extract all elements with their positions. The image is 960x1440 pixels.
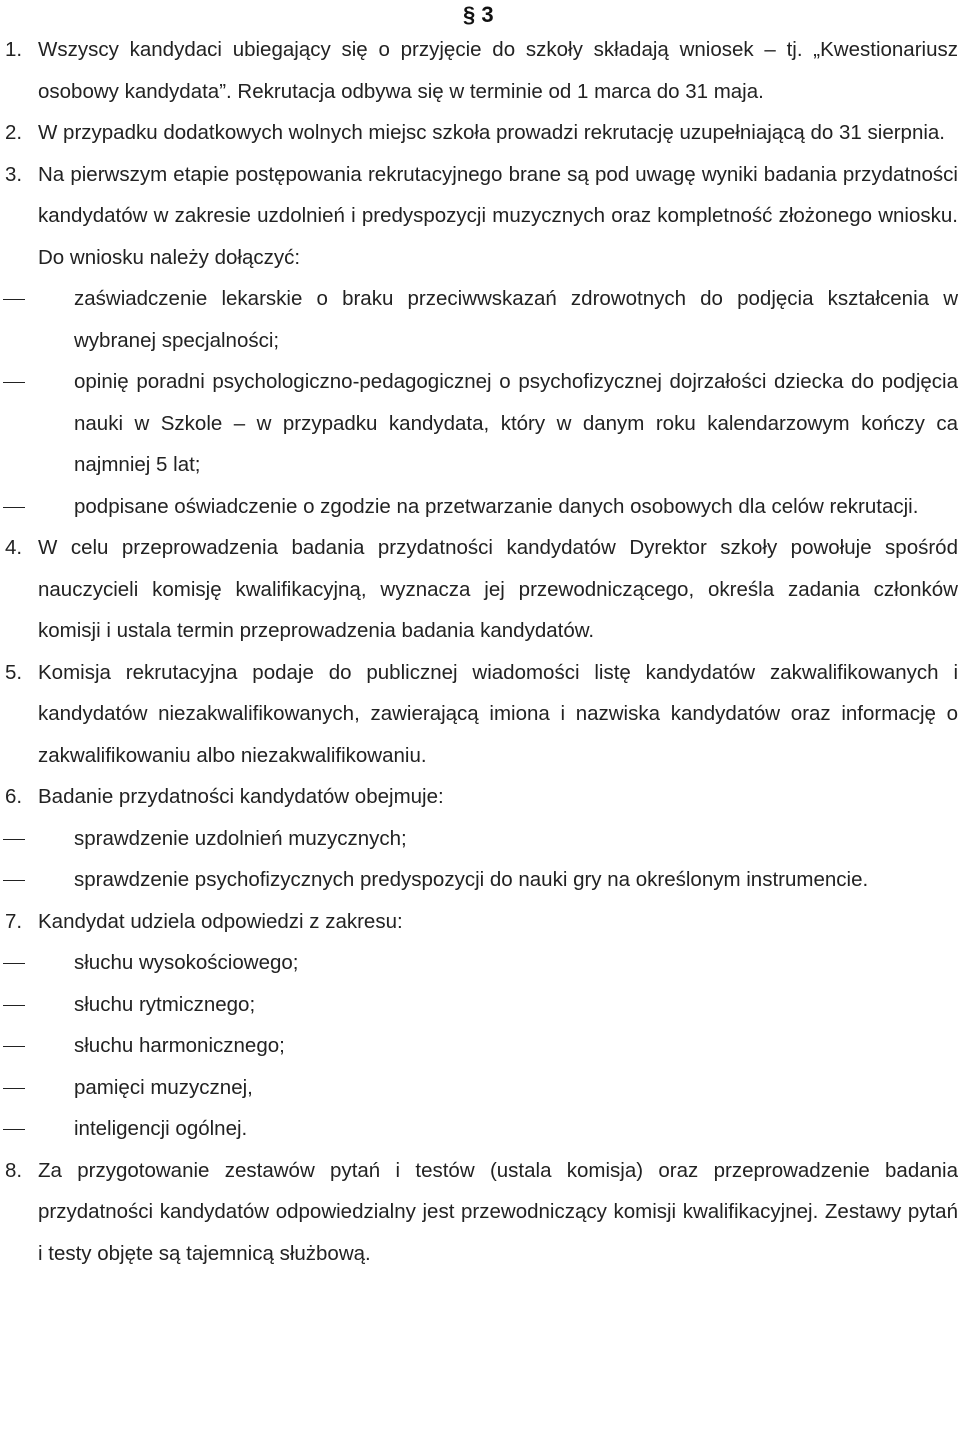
bullet-text: zaświadczenie lekarskie o braku przeciwwskazań zdrowotnych do podjęcia kształcenia w wybranej specjalności;	[74, 287, 958, 352]
bullet-text: opinię poradni psychologiczno-pedagogicznej o psychofizycznej dojrzałości dziecka do podjęcia nauki w Szkole – w przypadku kandydata, który w danym roku kalendarzowym kończy ca najmniej 5 lat;	[74, 370, 958, 476]
bullet-item	[0, 278, 958, 361]
bullet-item	[0, 942, 958, 984]
list-item-4	[0, 527, 958, 652]
item-number: 6.	[5, 785, 23, 808]
list-item-1	[0, 29, 958, 112]
list-item-7	[0, 901, 958, 1150]
dash-icon	[3, 299, 25, 300]
item-number: 1.	[5, 38, 23, 61]
bullet-item	[0, 859, 958, 901]
bullet-text: słuchu wysokościowego;	[74, 951, 299, 974]
item-text: Komisja rekrutacyjna podaje do publicznej wiadomości listę kandydatów zakwalifikowanych i kandydatów niezakwalifikowanych, zawierającą imiona i nazwiska kandydatów oraz informację o zakwalifikowaniu albo niezakwalifikowaniu.	[38, 660, 958, 767]
dash-icon	[3, 1129, 25, 1130]
bullet-item	[0, 1025, 958, 1067]
list-item-6	[0, 776, 958, 901]
list-item-2	[0, 112, 958, 154]
section-heading: § 3	[463, 2, 494, 27]
dash-icon	[3, 880, 25, 881]
bullet-text: słuchu rytmicznego;	[74, 992, 256, 1016]
bullet-text: sprawdzenie uzdolnień muzycznych;	[74, 826, 407, 850]
bullet-item	[0, 361, 958, 486]
item-text: W celu przeprowadzenia badania przydatności kandydatów Dyrektor szkoły powołuje spośród nauczycieli komisję kwalifikacyjną, wyznacza jej przewodniczącego, określa zadania członków komisji i ustala termin przeprowadzenia badania kandydatów.	[38, 536, 958, 642]
item-text: Na pierwszym etapie postępowania rekrutacyjnego brane są pod uwagę wyniki badania przydatności kandydatów w zakresie uzdolnień i predyspozycji muzycznych oraz kompletność złożonego wniosku. Do wniosku należy dołączyć:	[38, 162, 958, 269]
bullet-text: inteligencji ogólnej.	[74, 1117, 248, 1140]
item-number: 5.	[5, 660, 23, 684]
bullet-text: sprawdzenie psychofizycznych predyspozycji do nauki gry na określonym instrumencie.	[74, 868, 869, 891]
dash-icon	[3, 507, 25, 508]
bullet-list	[38, 278, 958, 527]
dash-icon	[3, 1088, 25, 1089]
dash-icon	[3, 382, 25, 383]
item-number: 4.	[5, 536, 23, 559]
dash-icon	[3, 963, 25, 964]
list-item-8	[0, 1150, 958, 1275]
numbered-list	[0, 29, 958, 1274]
bullet-text: podpisane oświadczenie o zgodzie na przetwarzanie danych osobowych dla celów rekrutacji.	[74, 494, 919, 518]
bullet-text: słuchu harmonicznego;	[74, 1034, 285, 1057]
item-text: Za przygotowanie zestawów pytań i testów (ustala komisja) oraz przeprowadzenie badania przydatności kandydatów odpowiedzialny jest przewodniczący komisji kwalifikacyjnej. Zestawy pytań i testy objęte są tajemnicą służbową.	[38, 1158, 958, 1265]
item-number: 7.	[5, 909, 23, 933]
dash-icon	[3, 1005, 25, 1006]
item-number: 2.	[5, 121, 23, 144]
bullet-list	[38, 818, 958, 901]
dash-icon	[3, 839, 25, 840]
bullet-item	[0, 818, 958, 860]
item-text: Kandydat udziela odpowiedzi z zakresu:	[38, 909, 403, 933]
bullet-list	[38, 942, 958, 1150]
list-item-5	[0, 652, 958, 777]
item-text: W przypadku dodatkowych wolnych miejsc szkoła prowadzi rekrutację uzupełniającą do 31 sierpnia.	[38, 121, 946, 144]
item-number: 3.	[5, 162, 23, 186]
bullet-item	[0, 984, 958, 1026]
bullet-text: pamięci muzycznej,	[74, 1075, 253, 1099]
item-text: Wszyscy kandydaci ubiegający się o przyjęcie do szkoły składają wniosek – tj. „Kwestionariusz osobowy kandydata”. Rekrutacja odbywa się w terminie od 1 marca do 31 maja.	[38, 38, 958, 103]
dash-icon	[3, 1046, 25, 1047]
bullet-item	[0, 1108, 958, 1150]
list-item-3	[0, 154, 958, 528]
item-number: 8.	[5, 1158, 23, 1182]
item-text: Badanie przydatności kandydatów obejmuje:	[38, 785, 444, 808]
bullet-item	[0, 486, 958, 528]
bullet-item	[0, 1067, 958, 1109]
